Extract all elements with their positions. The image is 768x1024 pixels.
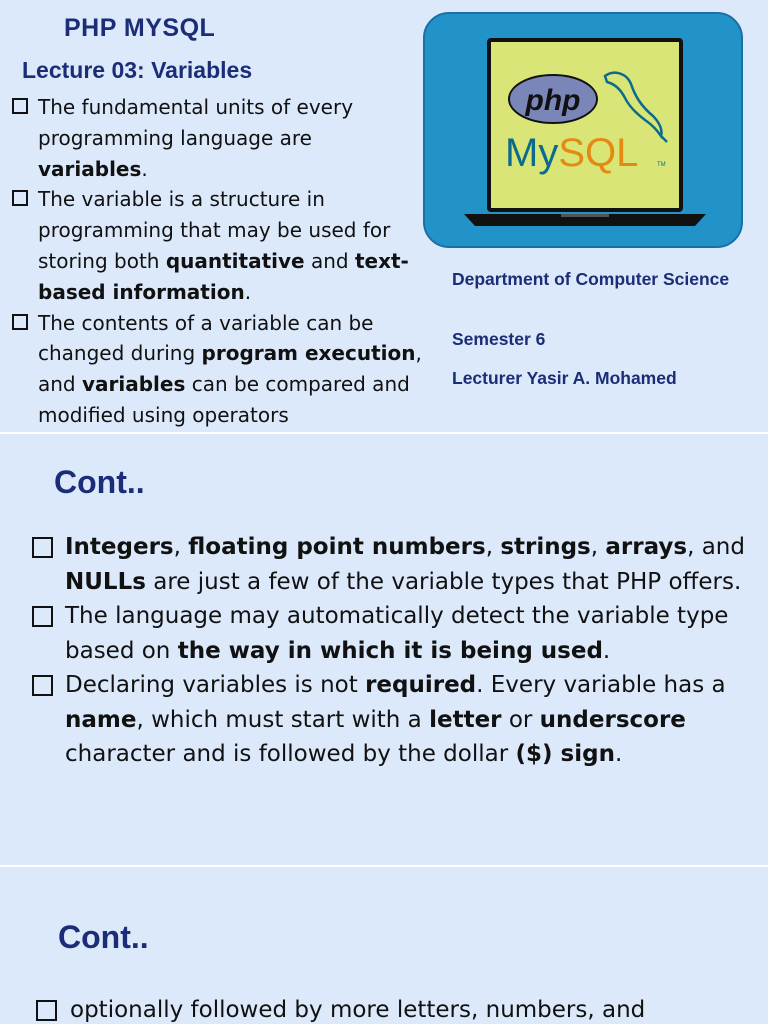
slide-title: Cont.. (54, 464, 145, 500)
bullet-text: , and (38, 341, 422, 397)
bullet-text: optionally followed by more letters, numbers, and (70, 997, 646, 1023)
bullet-text-bold: arrays (605, 534, 688, 560)
checkbox-bullet-icon (12, 190, 28, 206)
slide-1 (0, 0, 768, 432)
slide-title: PHP MYSQL (64, 14, 216, 42)
bullet-text: Declaring variables is not (65, 672, 366, 698)
bullet-text: , (485, 534, 501, 560)
bullet-text-bold: required (365, 672, 477, 698)
bullet-text-bold: variables (81, 372, 186, 397)
slide-title: Cont.. (58, 919, 149, 955)
bullet-text-bold: underscore (539, 706, 686, 733)
php-logo-text: php (525, 84, 581, 117)
bullet-text-bold: Integers (65, 534, 174, 560)
semester-label: Semester 6 (452, 329, 546, 349)
bullet-text-bold: the way in which it is being used (177, 637, 603, 664)
bullet-list (36, 993, 756, 1024)
checkbox-bullet-icon (32, 606, 53, 627)
lecture-subtitle: Lecture 03: Variables (22, 57, 253, 83)
bullet-text-bold: strings (500, 534, 591, 560)
bullet-text: can be compared and modified using operators (38, 372, 410, 427)
bullet-list (32, 530, 752, 772)
department-name: Department of Computer Science (452, 269, 730, 289)
checkbox-bullet-icon (36, 1000, 57, 1021)
bullet-item (12, 92, 422, 184)
slide-3 (0, 867, 768, 1024)
bullet-text: , (590, 534, 606, 560)
laptop-icon (425, 14, 741, 246)
bullet-text-bold: variables (38, 156, 142, 181)
bullet-item (32, 668, 752, 772)
checkbox-bullet-icon (12, 98, 28, 114)
bullet-item (32, 599, 752, 668)
bullet-text: . (602, 637, 611, 664)
php-logo-icon (509, 75, 597, 123)
php-mysql-logo-panel (423, 12, 743, 248)
bullet-text: . (614, 741, 623, 767)
bullet-text: or (501, 706, 540, 733)
bullet-text-bold: NULLs (65, 568, 146, 595)
bullet-text-bold: name (65, 706, 137, 733)
bullet-item (12, 184, 422, 307)
bullet-text: and (304, 248, 355, 273)
bullet-text: , and (687, 534, 745, 560)
bullet-text-bold: quantitative (165, 248, 305, 273)
checkbox-bullet-icon (32, 537, 53, 558)
bullet-text: The contents of a variable can be changed during (38, 310, 374, 366)
bullet-text: . (244, 279, 252, 304)
bullet-text-bold: text-based information (38, 248, 409, 304)
bullet-text: The language may automatically detect the variable type based on (65, 603, 729, 664)
bullet-text: . Every variable has a (476, 672, 726, 698)
bullet-text: The variable is a structure in programming that may be used for storing both (38, 187, 391, 273)
checkbox-bullet-icon (12, 314, 28, 330)
trademark-label: TM (657, 162, 666, 168)
bullet-text-bold: floating point numbers (188, 534, 486, 560)
bullet-text: , (173, 534, 189, 560)
bullet-text: character and is followed by the dollar (65, 741, 516, 767)
bullet-text: . (141, 156, 148, 181)
bullet-text-bold: ($) sign (515, 741, 615, 767)
bullet-text-bold: letter (429, 706, 502, 733)
checkbox-bullet-icon (32, 675, 53, 696)
bullet-text: The fundamental units of every programming language are (38, 95, 354, 150)
lecturer-name: Lecturer Yasir A. Mohamed (452, 368, 677, 388)
bullet-list (12, 92, 422, 431)
bullet-text: , which must start with a (136, 706, 430, 733)
bullet-item (36, 993, 756, 1024)
slide-2 (0, 434, 768, 865)
bullet-text-bold: program execution (201, 341, 416, 366)
mysql-logo-text: MySQL (505, 131, 639, 175)
bullet-text: are just a few of the variable types that PHP offers. (145, 568, 742, 595)
bullet-item (12, 308, 422, 431)
bullet-item (32, 530, 752, 599)
